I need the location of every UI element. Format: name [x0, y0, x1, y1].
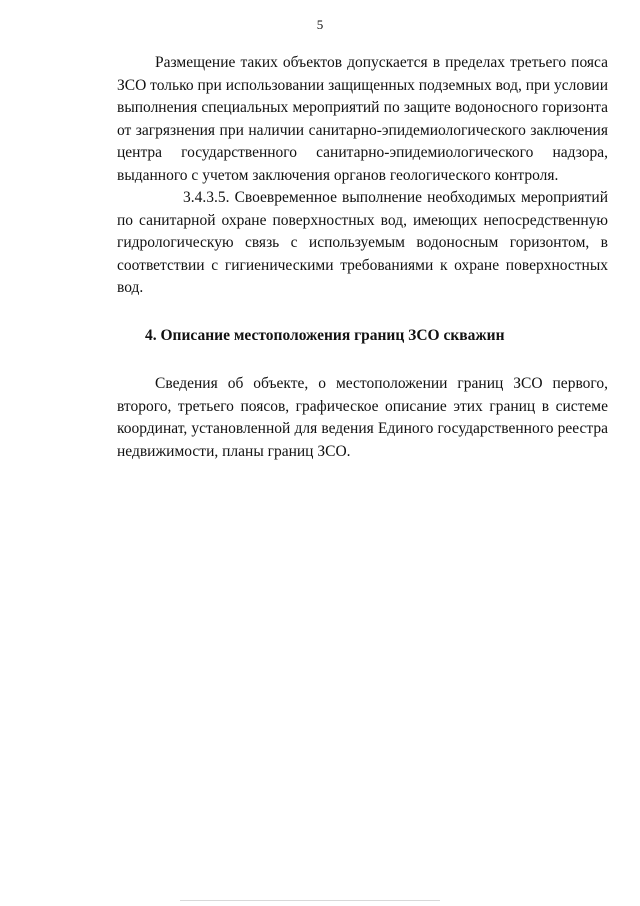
scan-edge-line	[180, 900, 440, 901]
paragraph-clause-3-4-3-5: 3.4.3.5. Своевременное выполнение необходимых мероприятий по санитарной охране поверхностных вод, имеющих непосредственную гидрологическую связь с используемым водоносным горизонтом, в соответствии с гигиеническими требованиями к охране поверхностных вод.	[117, 189, 608, 296]
paragraph-placement-conditions: Размещение таких объектов допускается в пределах третьего пояса ЗСО только при использовании защищенных подземных вод, при условии выполнения специальных мероприятий по защите водоносного горизонта от загрязнения при наличии санитарно-эпидемиологического заключения центра государственного санитарно-эпидемиологического надзора, выданного с учетом заключения органов геологического контроля.	[117, 54, 608, 184]
paragraph-section-4-text: Сведения об объекте, о местоположении границ ЗСО первого, второго, третьего поясов, графическое описание этих границ в системе координат, установленной для ведения Единого государственного реестра недвижимости, планы границ ЗСО.	[117, 375, 608, 460]
section-heading-4: 4. Описание местоположения границ ЗСО скважин	[145, 326, 505, 344]
page-number: 5	[316, 17, 324, 32]
document-body	[117, 52, 608, 463]
